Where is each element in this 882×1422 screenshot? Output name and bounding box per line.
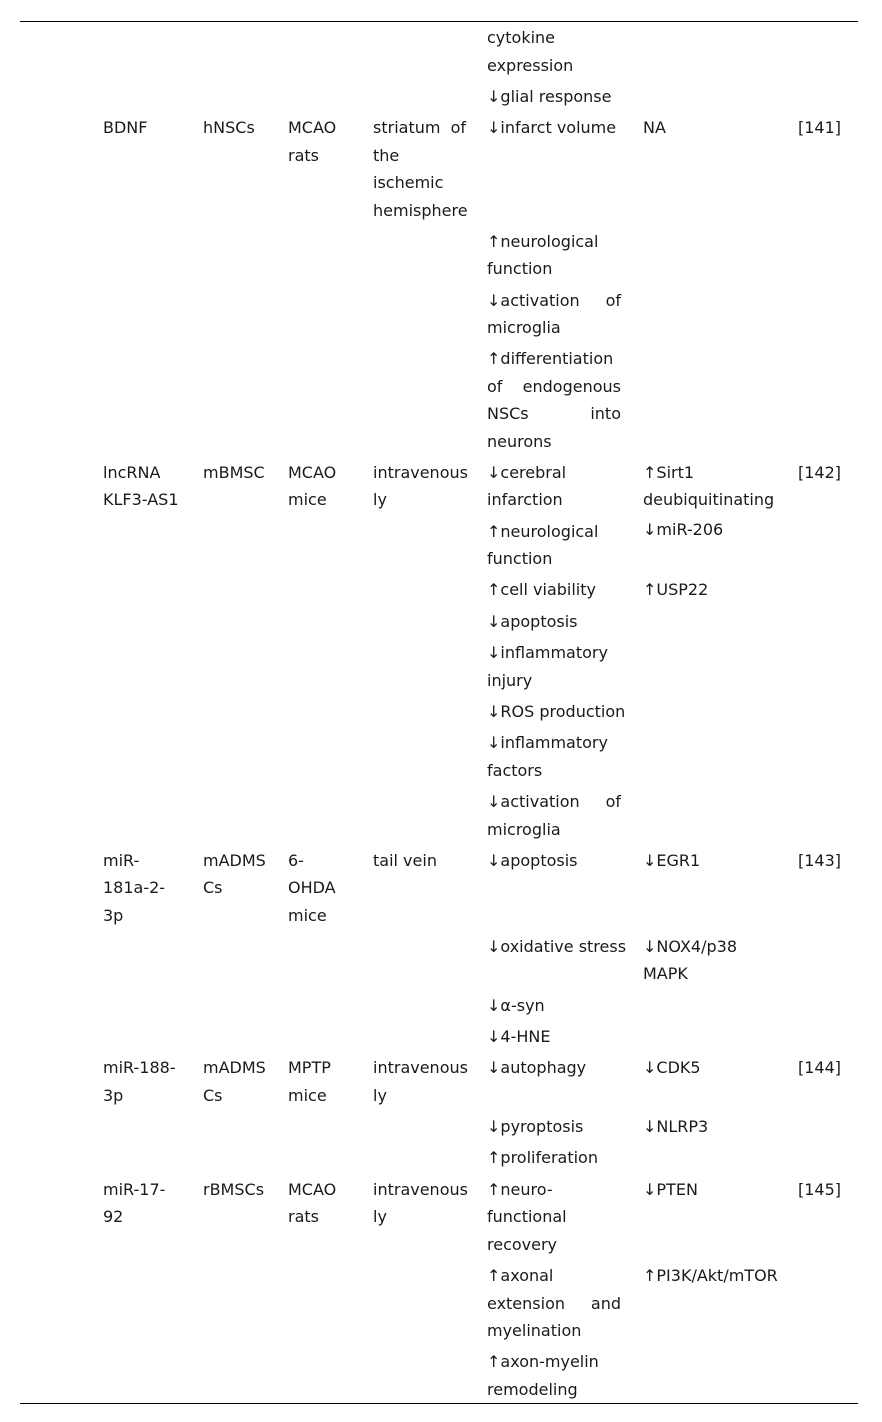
mechanism-cell: ↑PI3K/Akt/mTOR (643, 1266, 778, 1285)
cell-source-cell: Cs (203, 1086, 223, 1105)
model-cell: mice (288, 906, 327, 925)
effect-line: ↓pyroptosis (487, 1117, 584, 1136)
effect-line: neurons (487, 432, 552, 451)
effect-line: ↓α-syn (487, 996, 545, 1015)
cell-source-cell: mADMS (203, 1058, 266, 1077)
cell-source-cell: rBMSCs (203, 1180, 265, 1199)
reference-cell: [145] (798, 1180, 842, 1199)
effect-line: ↓inflammatory (487, 643, 608, 662)
route-cell: ly (373, 1086, 387, 1105)
table-top-rule (20, 21, 858, 22)
route-cell: hemisphere (373, 201, 468, 220)
effect-line: ↑neurological (487, 232, 599, 251)
mechanism-cell: MAPK (643, 964, 688, 983)
route-cell: the (373, 146, 400, 165)
model-cell: MCAO (288, 118, 337, 137)
mechanism-cell: ↑Sirt1 (643, 463, 695, 482)
route-cell: striatum of (373, 118, 466, 137)
effect-line: ↑axon-myelin (487, 1352, 599, 1371)
effect-line: function (487, 549, 553, 568)
route-cell: ly (373, 490, 387, 509)
molecule-cell: miR- (103, 851, 140, 870)
model-cell: MCAO (288, 1180, 337, 1199)
molecule-cell: 181a-2- (103, 878, 166, 897)
molecule-cell: lncRNA (103, 463, 161, 482)
effect-line: NSCs into (487, 404, 621, 423)
cell-source-cell: Cs (203, 878, 223, 897)
effect-line: ↓4-HNE (487, 1027, 551, 1046)
molecule-cell: 3p (103, 1086, 124, 1105)
molecule-cell: miR-188- (103, 1058, 176, 1077)
effect-line: injury (487, 671, 533, 690)
effect-line: ↓cerebral (487, 463, 567, 482)
mechanism-cell: ↓PTEN (643, 1180, 698, 1199)
mechanism-cell: ↓NOX4/p38 (643, 937, 737, 956)
effect-line: microglia (487, 318, 561, 337)
model-cell: mice (288, 1086, 327, 1105)
effect-line: ↑cell viability (487, 580, 596, 599)
effect-line: remodeling (487, 1380, 578, 1399)
table-bottom-rule (20, 1403, 858, 1404)
molecule-cell: KLF3-AS1 (103, 490, 179, 509)
mechanism-cell: ↓EGR1 (643, 851, 701, 870)
effect-line: function (487, 259, 553, 278)
mechanism-cell: NA (643, 118, 666, 137)
effect-line: ↓ROS production (487, 702, 626, 721)
effect-line: functional (487, 1207, 567, 1226)
effect-line: ↑neuro- (487, 1180, 553, 1199)
reference-cell: [144] (798, 1058, 842, 1077)
model-cell: 6- (288, 851, 304, 870)
reference-cell: [143] (798, 851, 842, 870)
route-cell: intravenous (373, 1180, 468, 1199)
effect-line: ↓oxidative stress (487, 937, 627, 956)
reference-cell: [141] (798, 118, 842, 137)
effect-line: ↑proliferation (487, 1148, 598, 1167)
effect-line: ↓activation of (487, 291, 621, 310)
mechanism-cell: ↓NLRP3 (643, 1117, 709, 1136)
effect-line: ↓apoptosis (487, 612, 578, 631)
effect-line: ↓infarct volume (487, 118, 617, 137)
mechanism-cell: ↓miR-206 (643, 520, 724, 539)
effect-line: cytokine (487, 28, 556, 47)
molecule-cell: 92 (103, 1207, 124, 1226)
effect-line: ↑neurological (487, 522, 599, 541)
route-cell: intravenous (373, 1058, 468, 1077)
effect-line: infarction (487, 490, 563, 509)
model-cell: MCAO (288, 463, 337, 482)
effect-line: extension and (487, 1294, 621, 1313)
model-cell: mice (288, 490, 327, 509)
effect-line: recovery (487, 1235, 558, 1254)
effect-line: ↓autophagy (487, 1058, 587, 1077)
mechanism-cell: ↑USP22 (643, 580, 709, 599)
effect-line: of endogenous (487, 377, 621, 396)
effect-line: expression (487, 56, 574, 75)
cell-source-cell: mADMS (203, 851, 266, 870)
effect-line: ↓glial response (487, 87, 612, 106)
effect-line: factors (487, 761, 543, 780)
effect-line: myelination (487, 1321, 582, 1340)
mechanism-cell: ↓CDK5 (643, 1058, 701, 1077)
molecule-cell: BDNF (103, 118, 148, 137)
route-cell: intravenous (373, 463, 468, 482)
effect-line: ↑differentiation (487, 349, 614, 368)
reference-cell: [142] (798, 463, 842, 482)
effect-line: ↓apoptosis (487, 851, 578, 870)
model-cell: rats (288, 146, 319, 165)
model-cell: rats (288, 1207, 319, 1226)
effect-line: ↓inflammatory (487, 733, 608, 752)
mechanism-cell: deubiquitinating (643, 490, 775, 509)
molecule-cell: miR-17- (103, 1180, 166, 1199)
molecule-cell: 3p (103, 906, 124, 925)
route-cell: tail vein (373, 851, 437, 870)
effect-line: microglia (487, 820, 561, 839)
model-cell: OHDA (288, 878, 336, 897)
route-cell: ischemic (373, 173, 444, 192)
effect-line: ↑axonal (487, 1266, 554, 1285)
cell-source-cell: mBMSC (203, 463, 265, 482)
cell-source-cell: hNSCs (203, 118, 255, 137)
model-cell: MPTP (288, 1058, 331, 1077)
effect-line: ↓activation of (487, 792, 621, 811)
route-cell: ly (373, 1207, 387, 1226)
